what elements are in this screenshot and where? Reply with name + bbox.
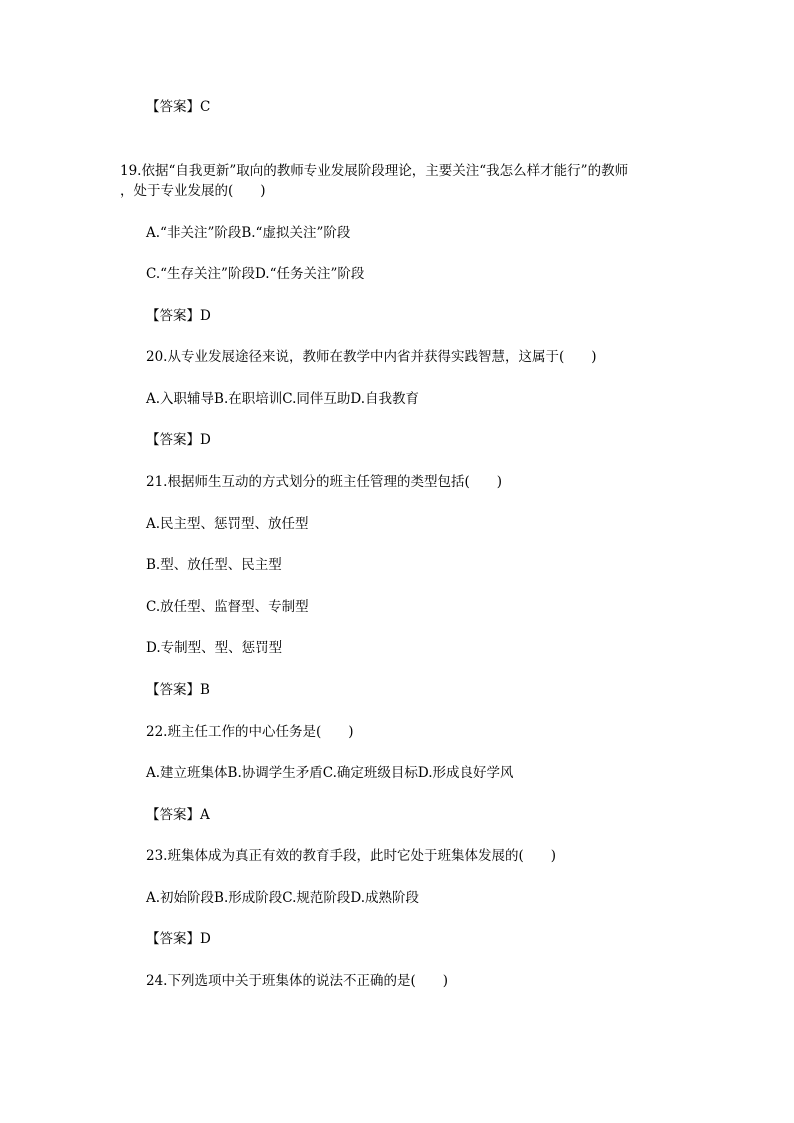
answer-20: 【答案】D	[146, 432, 211, 448]
question-22-options: A.建立班集体B.协调学生矛盾C.确定班级目标D.形成良好学风	[146, 765, 514, 781]
question-24: 24.下列选项中关于班集体的说法不正确的是( )	[146, 973, 449, 989]
question-19-line-2: ，处于专业发展的( )	[120, 183, 266, 199]
question-20: 20.从专业发展途径来说，教师在教学中内省并获得实践智慧，这属于( )	[146, 349, 597, 365]
answer-21: 【答案】B	[146, 682, 210, 698]
question-23-options: A.初始阶段B.形成阶段C.规范阶段D.成熟阶段	[146, 890, 420, 906]
question-21-option-d: D.专制型、型、惩罚型	[146, 640, 283, 656]
question-21: 21.根据师生互动的方式划分的班主任管理的类型包括( )	[146, 474, 503, 490]
question-19-line-1: 19.依据“自我更新”取向的教师专业发展阶段理论，主要关注“我怎么样才能行”的教师	[120, 163, 629, 179]
answer-18: 【答案】C	[146, 99, 211, 115]
question-21-option-c: C.放任型、监督型、专制型	[146, 599, 309, 615]
question-21-option-a: A.民主型、惩罚型、放任型	[146, 516, 309, 532]
question-23: 23.班集体成为真正有效的教育手段，此时它处于班集体发展的( )	[146, 848, 557, 864]
answer-22: 【答案】A	[146, 807, 210, 823]
question-19-options-ab: A.“非关注”阶段B.“虚拟关注”阶段	[146, 225, 351, 241]
question-22: 22.班主任工作的中心任务是( )	[146, 724, 354, 740]
question-20-options: A.入职辅导B.在职培训C.同伴互助D.自我教育	[146, 391, 420, 407]
question-19-options-cd: C.“生存关注”阶段D.“任务关注”阶段	[146, 266, 365, 282]
answer-19: 【答案】D	[146, 308, 211, 324]
question-21-option-b: B.型、放任型、民主型	[146, 557, 282, 573]
answer-23: 【答案】D	[146, 931, 211, 947]
